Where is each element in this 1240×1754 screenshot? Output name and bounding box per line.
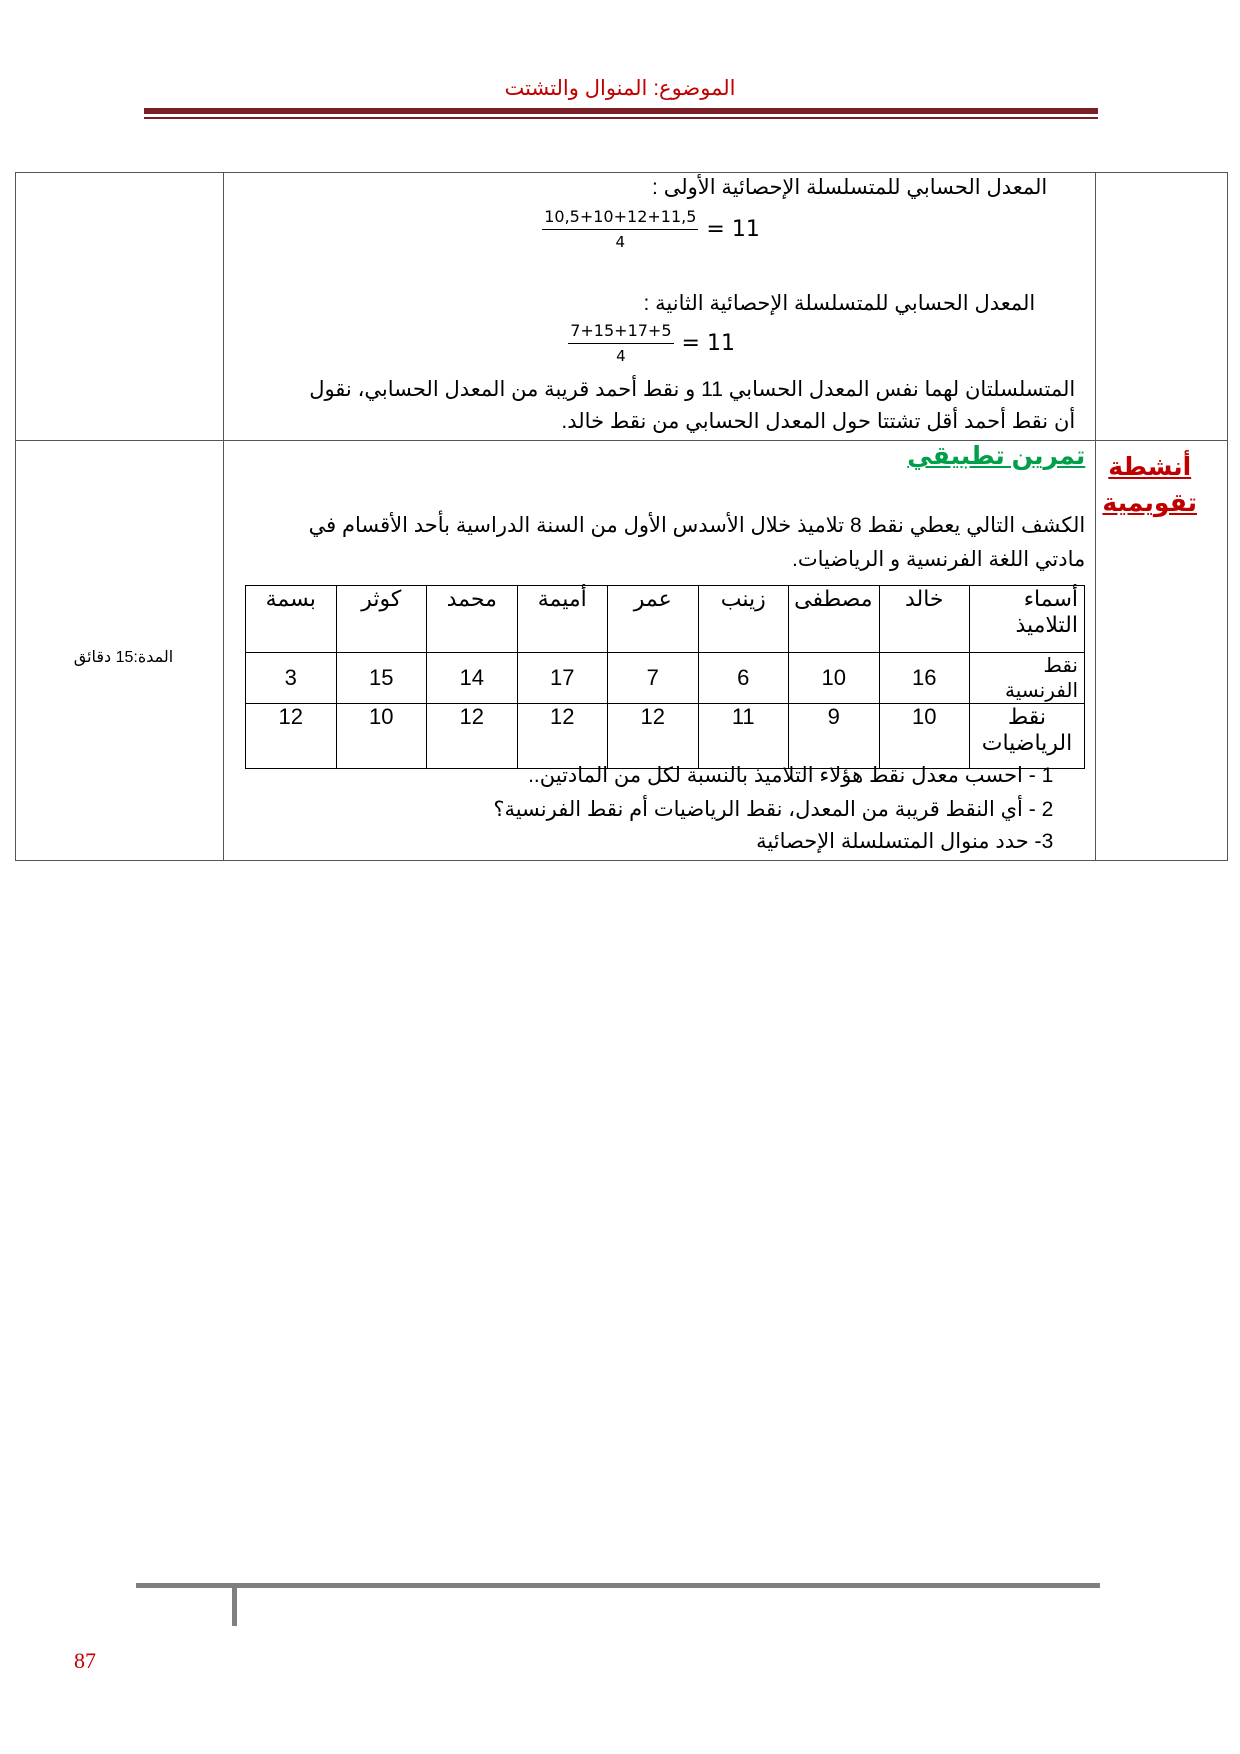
math-score: 12 [608,704,699,769]
duration-cell [16,441,224,861]
math-scores-row [246,704,1085,769]
activity-title-line-2: تقويمية [1102,489,1197,517]
french-score: 7 [608,653,699,704]
scores-table [245,585,1085,769]
student-name: زينب [698,586,789,653]
header-divider [144,108,1098,114]
question-3: 3- حدد منوال المتسلسلة الإحصائية [756,830,1054,853]
math-score: 10 [336,704,427,769]
students-header [970,586,1085,653]
series2-result: = 11 [681,330,735,356]
series2-label: المعدل الحسابي للمتسلسلة الإحصائية الثانية : [643,292,1036,315]
student-name: مصطفى [789,586,880,653]
student-name: عمر [608,586,699,653]
students-row [246,586,1085,653]
series1-denominator: 4 [615,233,626,251]
activity-title [1102,449,1197,521]
french-score: 10 [789,653,880,704]
footer-divider-tick [232,1583,237,1626]
french-score: 14 [427,653,518,704]
activity-cell-empty [1096,173,1228,441]
student-name: أميمة [517,586,608,653]
header-divider-thin [144,117,1098,119]
series1-formula [542,207,760,251]
series1-result: = 11 [706,216,760,242]
french-score: 15 [336,653,427,704]
page-header-title: الموضوع: المنوال والتشتت [504,77,736,100]
question-1: 1 - احسب معدل نقط هؤلاء التلاميذ بالنسبة لكل من المادتين.. [528,764,1054,787]
footer-divider [136,1583,1100,1588]
math-score: 12 [427,704,518,769]
students-header-line-1: أسماء [1023,586,1078,611]
math-header-line-1: نقط [1007,704,1047,729]
conclusion-line-2: أن نقط أحمد أقل تشتتا حول المعدل الحسابي من نقط خالد. [561,410,1076,433]
exercise-intro-line-1: الكشف التالي يعطي نقط 8 تلاميذ خلال الأسدس الأول من السنة الدراسية بأحد الأقسام في [308,514,1086,537]
series2-fraction [568,321,673,365]
math-score: 11 [698,704,789,769]
question-2: 2 - أي النقط قريبة من المعدل، نقط الرياضيات أم نقط الفرنسية؟ [493,798,1054,821]
french-score: 3 [246,653,337,704]
series1-fraction [542,207,698,251]
students-header-line-2: التلاميذ [1015,612,1078,637]
math-score: 12 [517,704,608,769]
duration-cell-empty [16,173,224,441]
lesson-row-mean [16,173,1228,441]
student-name: بسمة [246,586,337,653]
mean-content-cell [224,173,1096,441]
french-score: 16 [879,653,970,704]
series2-denominator: 4 [616,347,626,365]
french-score: 17 [517,653,608,704]
math-score: 9 [789,704,880,769]
series2-numerator: 7+15+17+5 [568,321,673,344]
math-header [970,704,1085,769]
math-header-line-2: الرياضيات [981,730,1073,755]
activity-title-line-1: أنشطة [1108,453,1192,481]
series2-formula [568,321,735,365]
exercise-intro-line-2: مادتي اللغة الفرنسية و الرياضيات. [791,548,1086,571]
math-score: 12 [246,704,337,769]
series1-label: المعدل الحسابي للمتسلسلة الإحصائية الأولى : [652,176,1048,199]
exercise-duration: المدة:15 دقائق [73,649,174,666]
french-header: نقط الفرنسية [970,653,1085,704]
student-name: محمد [427,586,518,653]
french-score: 6 [698,653,789,704]
series1-numerator: 10,5+10+12+11,5 [542,207,698,230]
student-name: كوثر [336,586,427,653]
exercise-title: تمرين تطبيقي [907,442,1086,470]
conclusion-line-1: المتسلسلتان لهما نفس المعدل الحسابي 11 و نقط أحمد قريبة من المعدل الحسابي، نقول [309,378,1076,401]
french-scores-row [246,653,1085,704]
page-number: 87 [74,1648,96,1673]
student-name: خالد [879,586,970,653]
math-score: 10 [879,704,970,769]
activity-cell [1096,441,1228,861]
exercise-heading [907,441,1085,471]
